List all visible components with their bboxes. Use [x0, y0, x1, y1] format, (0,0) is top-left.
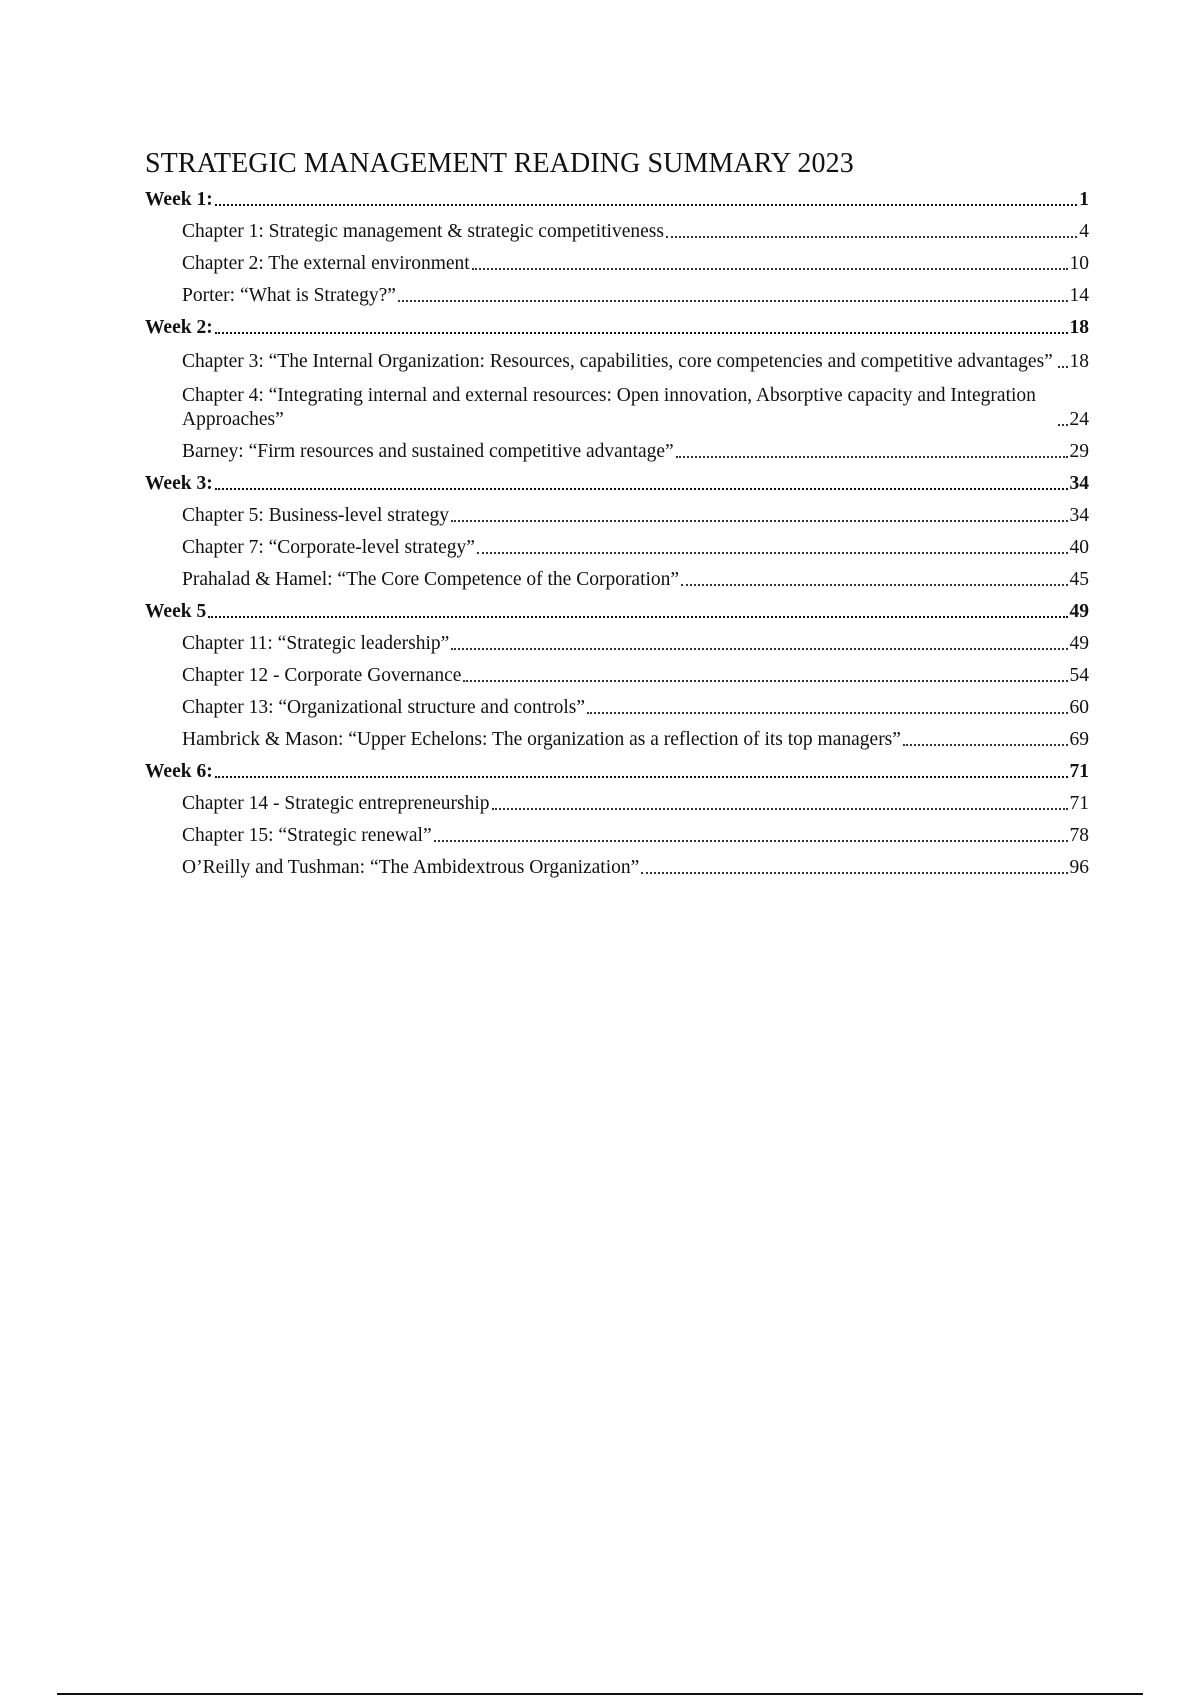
- toc-page-number: 49: [1069, 601, 1089, 622]
- toc-leader-dots: [434, 840, 1068, 842]
- toc-page-number: 71: [1069, 761, 1089, 782]
- toc-entry-title: Chapter 2: The external environment: [182, 253, 470, 274]
- toc-page-number: 18: [1069, 351, 1089, 372]
- toc-entry-week[interactable]: [145, 760, 1089, 784]
- toc-page-number: 29: [1069, 441, 1089, 462]
- toc-entry-title: Chapter 1: Strategic management & strategic competitiveness: [182, 221, 664, 242]
- toc-leader-dots: [587, 712, 1067, 714]
- toc-entry-title: Chapter 14 - Strategic entrepreneurship: [182, 793, 490, 814]
- toc-page-number: 78: [1069, 825, 1089, 846]
- toc-entry-title: Porter: “What is Strategy?”: [182, 285, 396, 306]
- toc-page-number: 71: [1069, 793, 1089, 814]
- toc-page-number: 14: [1069, 285, 1089, 306]
- toc-leader-dots: [1058, 366, 1068, 368]
- toc-entry-chapter[interactable]: [145, 220, 1089, 244]
- toc-leader-dots: [215, 332, 1068, 334]
- toc-leader-dots: [463, 680, 1067, 682]
- toc-entry-title: Prahalad & Hamel: “The Core Competence of the Corporation”: [182, 569, 680, 590]
- toc-entry-title: Week 3:: [145, 473, 213, 494]
- toc-entry-chapter[interactable]: [145, 568, 1089, 592]
- toc-leader-dots: [676, 456, 1068, 458]
- toc-entry-chapter[interactable]: [145, 384, 1089, 432]
- toc-entry-title: Week 5: [145, 601, 207, 622]
- toc-entry-chapter[interactable]: [145, 824, 1089, 848]
- toc-page-number: 1: [1079, 189, 1089, 210]
- toc-leader-dots: [398, 300, 1068, 302]
- toc-entry-title: O’Reilly and Tushman: “The Ambidextrous Organization”: [182, 857, 640, 878]
- toc-page-number: 49: [1069, 633, 1089, 654]
- toc-leader-dots: [641, 872, 1067, 874]
- toc-entry-chapter[interactable]: [145, 440, 1089, 464]
- toc-leader-dots: [208, 616, 1067, 618]
- toc-entry-week[interactable]: [145, 600, 1089, 624]
- toc-entry-chapter[interactable]: [145, 252, 1089, 276]
- toc-leader-dots: [492, 808, 1068, 810]
- toc-page-number: 40: [1069, 537, 1089, 558]
- toc-entry-title: Week 6:: [145, 761, 213, 782]
- toc-entry-title: Chapter 11: “Strategic leadership”: [182, 633, 450, 654]
- toc-entry-title: Chapter 13: “Organizational structure and controls”: [182, 697, 586, 718]
- toc-page-number: 69: [1069, 729, 1089, 750]
- document-title: STRATEGIC MANAGEMENT READING SUMMARY 2023: [145, 148, 854, 179]
- toc-entry-week[interactable]: [145, 472, 1089, 496]
- toc-entry-title: Chapter 7: “Corporate-level strategy”: [182, 537, 475, 558]
- toc-page-number: 34: [1069, 473, 1089, 494]
- toc-leader-dots: [903, 744, 1068, 746]
- toc-leader-dots: [451, 648, 1067, 650]
- toc-entry-title: Barney: “Firm resources and sustained competitive advantage”: [182, 441, 674, 462]
- toc-entry-chapter[interactable]: [145, 664, 1089, 688]
- toc-leader-dots: [477, 552, 1068, 554]
- toc-page-number: 54: [1069, 665, 1089, 686]
- toc-entry-chapter[interactable]: [145, 536, 1089, 560]
- toc-entry-week[interactable]: [145, 188, 1089, 212]
- toc-leader-dots: [215, 488, 1068, 490]
- toc-entry-chapter[interactable]: [145, 856, 1089, 880]
- toc-entry-title: Chapter 3: “The Internal Organization: Resources, capabilities, core competencies and competitive advantages”: [182, 351, 1053, 372]
- toc-entry-chapter[interactable]: [145, 284, 1089, 308]
- toc-page-number: 18: [1069, 317, 1089, 338]
- toc-leader-dots: [666, 236, 1077, 238]
- toc-entry-chapter[interactable]: [145, 728, 1089, 752]
- toc-entry-title: Chapter 5: Business-level strategy: [182, 505, 449, 526]
- toc-leader-dots: [215, 776, 1068, 778]
- toc-entry-title: Chapter 12 - Corporate Governance: [182, 665, 462, 686]
- toc-page-number: 45: [1069, 569, 1089, 590]
- toc-entry-week[interactable]: [145, 316, 1089, 340]
- toc-leader-dots: [215, 204, 1078, 206]
- toc-entry-title: Chapter 15: “Strategic renewal”: [182, 825, 432, 846]
- toc-page-number: 10: [1069, 253, 1089, 274]
- footer-rule: [57, 1693, 1143, 1695]
- toc-page-number: 24: [1069, 409, 1089, 430]
- toc-page-number: 4: [1079, 221, 1089, 242]
- table-of-contents: [145, 188, 1089, 880]
- toc-entry-title: Chapter 4: “Integrating internal and external resources: Open innovation, Absorptive capacity and Integration Approaches”: [182, 385, 1036, 430]
- toc-entry-title: Hambrick & Mason: “Upper Echelons: The organization as a reflection of its top managers”: [182, 729, 901, 750]
- toc-entry-chapter[interactable]: [145, 696, 1089, 720]
- toc-leader-dots: [1058, 424, 1068, 426]
- toc-entry-chapter[interactable]: [145, 504, 1089, 528]
- toc-entry-chapter[interactable]: [145, 350, 1089, 374]
- toc-entry-chapter[interactable]: [145, 632, 1089, 656]
- document-page: [145, 146, 1089, 880]
- toc-page-number: 60: [1069, 697, 1089, 718]
- toc-page-number: 34: [1069, 505, 1089, 526]
- toc-page-number: 96: [1069, 857, 1089, 878]
- toc-leader-dots: [451, 520, 1068, 522]
- toc-entry-chapter[interactable]: [145, 792, 1089, 816]
- toc-leader-dots: [472, 268, 1068, 270]
- toc-leader-dots: [681, 584, 1067, 586]
- toc-entry-title: Week 1:: [145, 189, 213, 210]
- toc-entry-title: Week 2:: [145, 317, 213, 338]
